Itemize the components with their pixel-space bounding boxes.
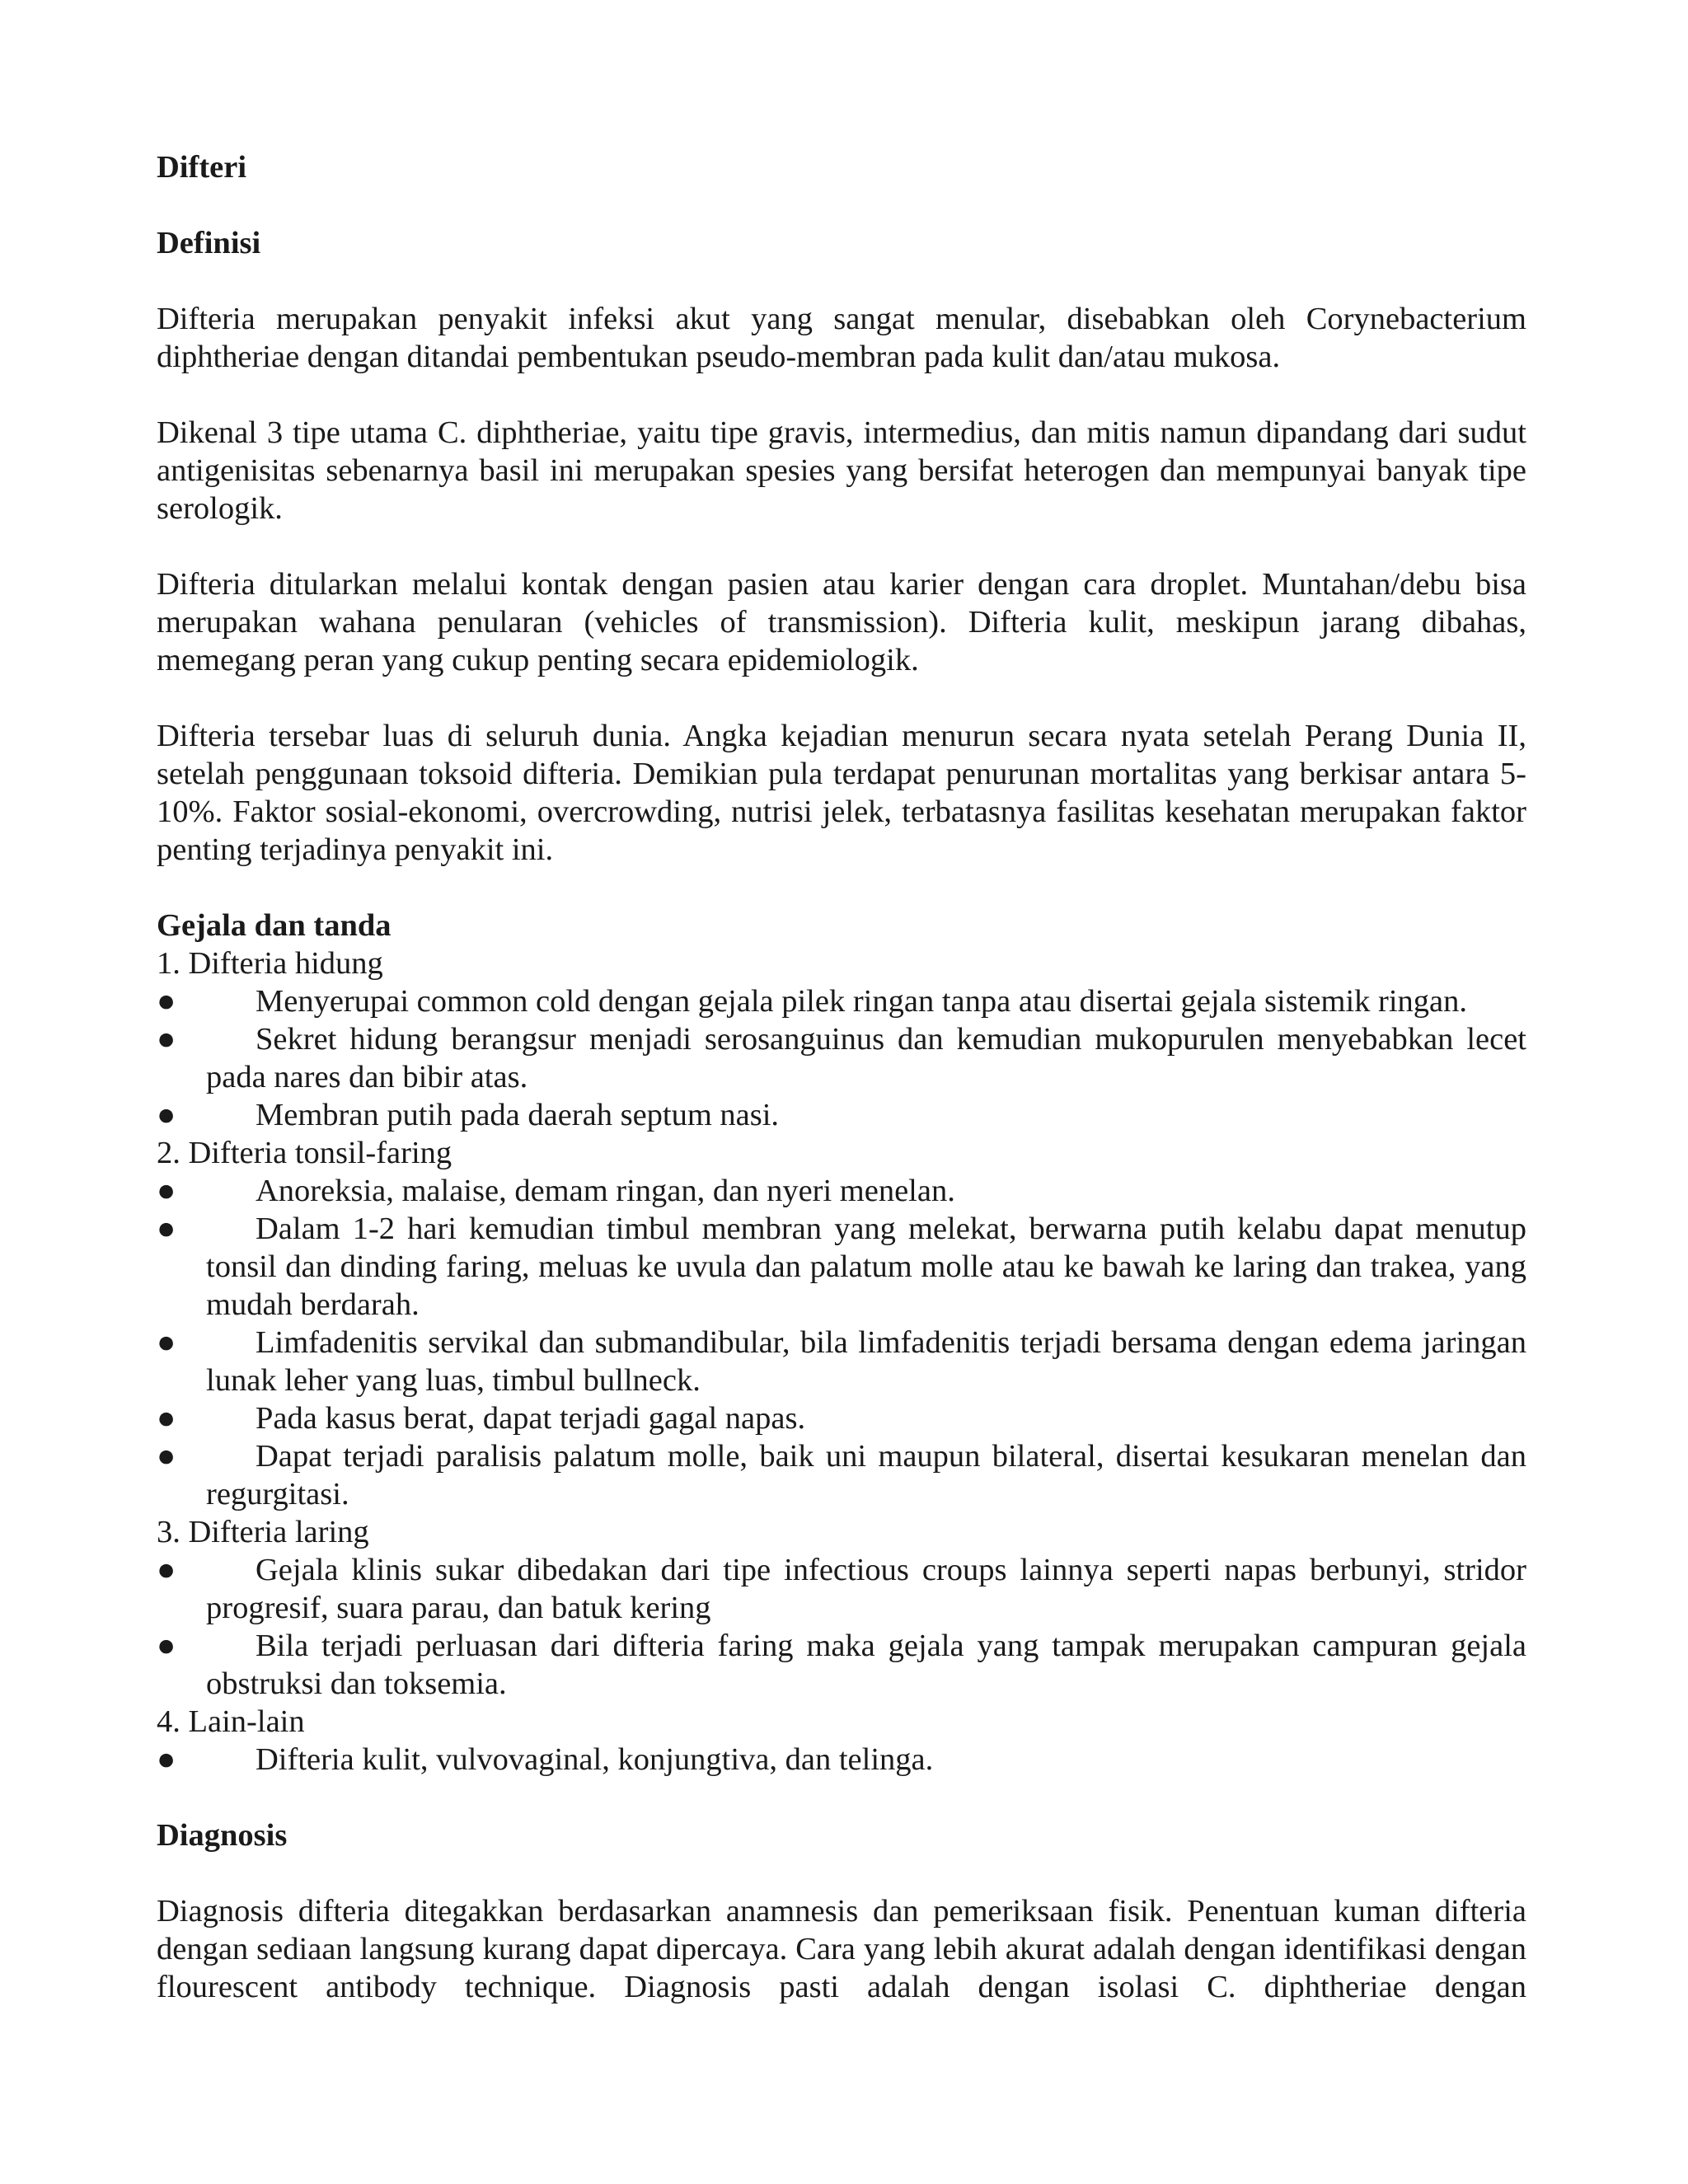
list-item	[157, 1324, 1526, 1399]
list-item-text: Bila terjadi perluasan dari difteria faring maka gejala yang tampak merupakan campuran gejala obstruksi dan toksemia.	[206, 1629, 1526, 1701]
bullet-icon: ●	[157, 1439, 176, 1474]
list-item	[157, 1210, 1526, 1324]
list-item-text: Sekret hidung berangsur menjadi serosanguinus dan kemudian mukopurulen menyebabkan lecet pada nares dan bibir atas.	[206, 1022, 1526, 1094]
bullet-icon: ●	[157, 1325, 176, 1360]
bullet-icon: ●	[157, 1629, 176, 1663]
symptom-group-title: 4. Lain-lain	[157, 1704, 305, 1739]
list-item	[157, 1020, 1526, 1096]
list-item-text: Dalam 1-2 hari kemudian timbul membran yang melekat, berwarna putih kelabu dapat menutup tonsil dan dinding faring, meluas ke uvula dan palatum molle atau ke bawah ke laring dan trakea, yang mudah berdarah.	[206, 1212, 1526, 1322]
list-item	[157, 1172, 1526, 1210]
definition-paragraph-2: Dikenal 3 tipe utama C. diphtheriae, yaitu tipe gravis, intermedius, dan mitis namun dipandang dari sudut antigenisitas sebenarnya basil ini merupakan spesies yang bersifat heterogen dan mempunyai banyak tipe serologik.	[157, 415, 1526, 526]
list-item-text: Limfadenitis servikal dan submandibular, bila limfadenitis terjadi bersama dengan edema jaringan lunak leher yang luas, timbul bullneck.	[206, 1325, 1526, 1398]
symptom-group-title: 3. Difteria laring	[157, 1515, 369, 1549]
list-item-text: Gejala klinis sukar dibedakan dari tipe infectious croups lainnya seperti napas berbunyi, stridor progresif, suara parau, dan batuk kering	[206, 1553, 1526, 1625]
bullet-icon: ●	[157, 1553, 176, 1587]
document-title: Difteri	[157, 150, 247, 185]
list-item	[157, 1741, 1526, 1779]
definition-paragraph-4: Difteria tersebar luas di seluruh dunia. Angka kejadian menurun secara nyata setelah Perang Dunia II, setelah penggunaan toksoid difteria. Demikian pula terdapat penurunan mortalitas yang berkisar antara 5-10%. Faktor sosial-ekonomi, overcrowding, nutrisi jelek, terbatasnya fasilitas kesehatan merupakan faktor penting terjadinya penyakit ini.	[157, 719, 1526, 867]
definition-heading: Definisi	[157, 226, 261, 260]
bullet-icon: ●	[157, 1742, 176, 1777]
list-item-text: Anoreksia, malaise, demam ringan, dan nyeri menelan.	[256, 1174, 955, 1208]
bullet-icon: ●	[157, 1401, 176, 1436]
list-item	[157, 1627, 1526, 1703]
diagnosis-paragraph: Diagnosis difteria ditegakkan berdasarkan anamnesis dan pemeriksaan fisik. Penentuan kuman difteria dengan sediaan langsung kurang dapat dipercaya. Cara yang lebih akurat adalah dengan identifikasi dengan flourescent antibody technique. Diagnosis pasti adalah dengan isolasi C. diphtheriae dengan	[157, 1894, 1526, 2004]
bullet-icon: ●	[157, 984, 176, 1019]
symptoms-heading: Gejala dan tanda	[157, 908, 392, 943]
diagnosis-heading: Diagnosis	[157, 1818, 288, 1853]
bullet-icon: ●	[157, 1098, 176, 1132]
bullet-icon: ●	[157, 1022, 176, 1057]
symptom-group-title: 2. Difteria tonsil-faring	[157, 1136, 452, 1170]
list-item	[157, 1399, 1526, 1437]
list-item	[157, 1437, 1526, 1513]
bullet-icon: ●	[157, 1174, 176, 1208]
document-page	[157, 148, 1526, 2006]
bullet-icon: ●	[157, 1212, 176, 1246]
list-item-text: Menyerupai common cold dengan gejala pilek ringan tanpa atau disertai gejala sistemik ringan.	[256, 984, 1467, 1019]
list-item-text: Difteria kulit, vulvovaginal, konjungtiva, dan telinga.	[256, 1742, 934, 1777]
list-item	[157, 1096, 1526, 1134]
definition-paragraph-1: Difteria merupakan penyakit infeksi akut yang sangat menular, disebabkan oleh Corynebacterium diphtheriae dengan ditandai pembentukan pseudo-membran pada kulit dan/atau mukosa.	[157, 302, 1526, 374]
definition-paragraph-3: Difteria ditularkan melalui kontak dengan pasien atau karier dengan cara droplet. Muntahan/debu bisa merupakan wahana penularan (vehicles of transmission). Difteria kulit, meskipun jarang dibahas, memegang peran yang cukup penting secara epidemiologik.	[157, 567, 1526, 677]
symptom-group-title: 1. Difteria hidung	[157, 946, 383, 981]
list-item	[157, 1551, 1526, 1627]
list-item	[157, 982, 1526, 1020]
list-item-text: Membran putih pada daerah septum nasi.	[256, 1098, 780, 1132]
list-item-text: Pada kasus berat, dapat terjadi gagal napas.	[256, 1401, 806, 1436]
list-item-text: Dapat terjadi paralisis palatum molle, baik uni maupun bilateral, disertai kesukaran menelan dan regurgitasi.	[206, 1439, 1526, 1511]
